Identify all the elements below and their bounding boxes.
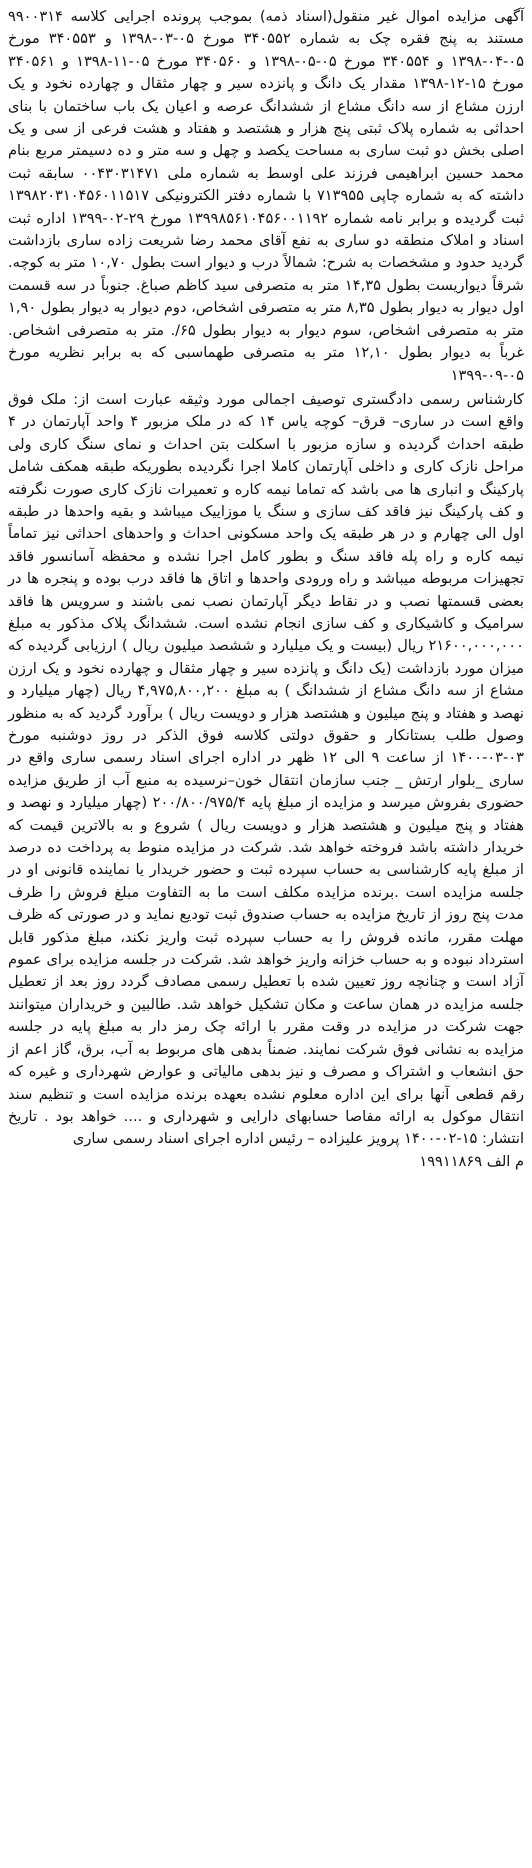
notice-paragraph-expert-assessment: کارشناس رسمی دادگستری توصیف اجمالی مورد وثیقه عبارت است از: ملک فوق واقع است در ساری– قرق– کوچه یاس ۱۴ که در ملک مزبور ۴ واحد آپارتمان در ۴ طبقه احداث گردیده و سازه مزبور با اسکلت بتن احداث و نمای سنگ کاری ولی مراحل نازک کاری و داخلی آپارتمان کاملا اجرا نگردیده بطوریکه طبقه همکف شامل پارکینگ و انباری ها می باشد که تماما نیمه کاره و تعمیرات نازک کاری صورت نگرفته و کف پارکینگ نیز فاقد کف سازی و سنگ یا موزاییک میباشد و بقیه واحدها در طبقه اول الی چهارم و در هر طبقه یک واحد مسکونی احداث و واحدهای احداثی نیز تماماً نیمه کاره و راه پله فاقد سنگ و بطور کامل اجرا نشده و محفظه آسانسور فاقد تجهیزات مربوطه میباشد و راه ورودی واحدها و اتاق ها فاقد درب بوده و پنجره ها در بعضی قسمتها نصب و در نقاط دیگر آپارتمان نصب نمی باشند و سرویس ها فاقد سرامیک و کاشیکاری و کف سازی انجام نشده است. ششدانگ پلاک مذکور به مبلغ ۲۱۶۰۰,۰۰۰,۰۰۰ ریال (بیست و یک میلیارد و ششصد میلیون ریال ) ارزیابی گردیده که میزان مورد بازداشت (یک دانگ و پانزده سیر و چهار مثقال و چهارده نخود و یک ارزن مشاع از سه دانگ مشاع از ششدانگ ) به مبلغ ۴,۹۷۵,۸۰۰,۲۰۰ ریال (چهار میلیارد و نهصد و هفتاد و پنج میلیون و هشتصد هزار و دویست ریال ) برآورد گردید که به منظور وصول طلب بستانکار و حقوق دولتی کلاسه فوق الذکر در روز دوشنبه مورخ ۰۳-۰۳-۱۴۰۰ از ساعت ۹ الی ۱۲ ظهر در اداره اجرای اسناد رسمی ساری واقع در ساری _بلوار ارتش _ جنب سازمان انتقال خون–نرسیده به منبع آب از طریق مزایده حضوری بفروش میرسد و مزایده از مبلغ پایه ۲۰۰/۸۰۰/۹۷۵/۴ (چهار میلیارد و نهصد و هفتاد و پنج میلیون و هشتصد هزار و دویست ریال ) شروع و به بالاترین قیمت که خریدار داشته باشد فروخته خواهد شد. شرکت در مزایده منوط به پرداخت ده درصد از مبلغ پایه کارشناسی به حساب سپرده ثبت و حضور خریدار یا نماینده قانونی او در جلسه مزایده است .برنده مزایده مکلف است ما به التفاوت مبلغ فروش را ظرف مدت پنج روز از تاریخ مزایده به حساب صندوق ثبت تودیع نماید و در صورتی که ظرف مهلت مقرر، مانده فروش را به حساب سپرده ثبت واریز نکند، مبلغ مذکور قابل استرداد نبوده و به حساب خزانه واریز خواهد شد. شرکت در جلسه مزایده برای عموم آزاد است و چنانچه روز تعیین شده با تعطیل رسمی مصادف گردد روز بعد از تعطیل جلسه مزایده در همان ساعت و مکان تشکیل خواهد شد. طالبین و خریداران میتوانند جهت شرکت در مزایده در وقت مقرر با ارائه چک رمز دار به مبلغ پایه در جلسه مزایده به نشانی فوق شرکت نمایند. ضمناً بدهی های مربوط به آب، برق، گاز اعم از حق انشعاب و اشتراک و مصرف و نیز بدهی مالیاتی و عوارض شهرداری و غیره که رقم قطعی آنها برای این اداره معلوم نشده بعهده برنده مزایده است و تنظیم سند انتقال موکول به ارائه مفاصا حسابهای دارایی و شهرداری و .... خواهد بود . تاریخ انتشار: ۱۵-۰۲-۱۴۰۰ پرویز علیزاده – رئیس اداره اجرای اسناد رسمی ساری xyxy=(8,390,524,1148)
notice-footer-code: م الف ۱۹۹۱۱۸۶۹ xyxy=(419,1152,524,1170)
notice-paragraph-property-description: آگهی مزایده اموال غیر منقول(اسناد ذمه) بموجب پرونده اجرایی کلاسه ۹۹۰۰۳۱۴ مستند به پنج فقره چک به شماره ۳۴۰۵۵۲ مورخ ۰۵-۰۳-۱۳۹۸ و ۳۴۰۵۵۳ مورخ ۰۵-۰۴-۱۳۹۸ و ۳۴۰۵۵۴ مورخ ۰۵-۰۵-۱۳۹۸ و ۳۴۰۵۶۰ مورخ ۰۵-۱۱-۱۳۹۸ و ۳۴۰۵۶۱ مورخ ۱۵-۱۲-۱۳۹۸ مقدار یک دانگ و پانزده سیر و چهار مثقال و چهارده نخود و یک ارزن مشاع از سه دانگ مشاع از ششدانگ عرصه و اعیان یک باب ساختمان با بنای احداثی به شماره پلاک ثبتی پنج هزار و هشتصد و هفتاد و هشت فرعی از سی و یک اصلی بخش دو ثبت ساری به مساحت یکصد و چهل و سه متر و ده دسیمتر مربع بنام محمد حسین ابراهیمی فرزند علی اوسط به شماره ملی ۰۰۴۳۰۳۱۴۷۱ سابقه ثبت داشته که به شماره چاپی ۷۱۳۹۵۵ با شماره دفتر الکترونیکی ۱۳۹۸۲۰۳۱۰۴۵۶۰۱۱۵۱۷ ثبت گردیده و برابر نامه شماره ۱۳۹۹۸۵۶۱۰۴۵۶۰۰۱۱۹۲ مورخ ۲۹-۰۲-۱۳۹۹ اداره ثبت اسناد و املاک منطقه دو ساری به نفع آقای محمد رضا شریعت زاده ساری بازداشت گردید حدود و مشخصات به شرح: شمالاً درب و دیوار است بطول ۱۰,۷۰ متر به کوچه. شرقاً دیواریست بطول ۱۴,۳۵ متر به متصرفی سید کاظم صباغ. جنوباً در سه قسمت اول دیوار به دیوار بطول ۸,۳۵ متر به متصرفی اشخاص، دوم دیوار به دیوار بطول ۱,۹۰ متر به متصرفی اشخاص، سوم دیوار به دیوار بطول ۶۵/. متر به متصرفی اشخاص. غرباً به دیوار بطول ۱۲,۱۰ متر به متصرفی طهماسبی که به برابر نظریه مورخ ۰۵-۰۹-۱۳۹۹ xyxy=(8,8,525,384)
